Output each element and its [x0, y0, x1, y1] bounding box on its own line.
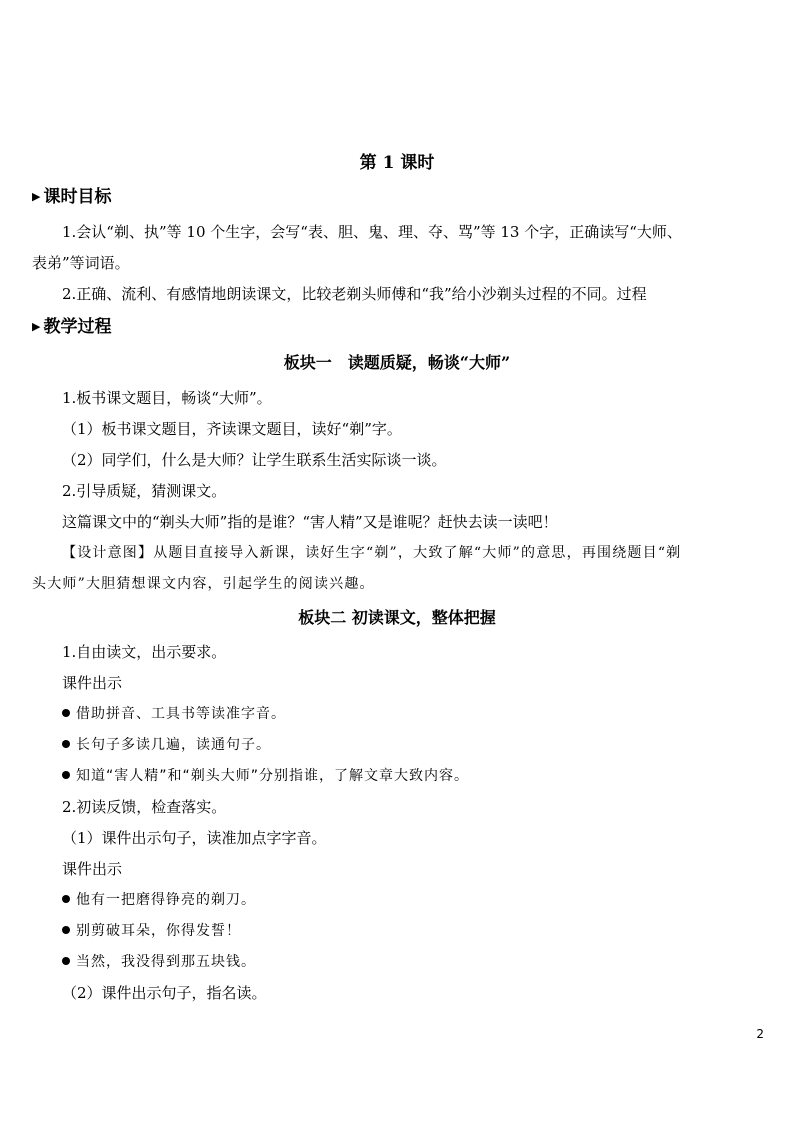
design-intent-line-1: 【设计意图】从题目直接导入新课，读好生字“剃”，大致了解“大师”的意思，再围绕题目“剃	[62, 545, 682, 561]
bullet-dot-icon	[62, 740, 70, 748]
goals-heading: ▶ 课时目标	[32, 187, 112, 207]
block1-title: 板块一 读题质疑，畅谈“大师”	[283, 353, 511, 372]
bullet-dot-icon	[62, 926, 70, 934]
page-number: 2	[756, 1027, 764, 1041]
block2-sub-2: （2）课件出示句子，指名读。	[62, 984, 267, 1002]
requirement-bullet-2: 长句子多读几遍，读通句子。	[62, 735, 271, 755]
block2-step-2: 2.初读反馈，检查落实。	[62, 798, 227, 816]
sentence-bullet-2: 别剪破耳朵，你得发誓！	[62, 921, 241, 941]
requirement-bullet-1: 借助拼音、工具书等读准字音。	[62, 704, 286, 724]
bullet-dot-icon	[62, 709, 70, 717]
courseware-label-2: 课件出示	[62, 860, 123, 878]
triangle-bullet-icon: ▶	[32, 320, 41, 333]
block1-line-1: 1.板书课文题目，畅谈“大师”。	[62, 389, 272, 407]
bullet-dot-icon	[62, 895, 70, 903]
block1-line-5: 这篇课文中的“剃头大师”指的是谁？“害人精”又是谁呢？赶快去读一读吧！	[62, 513, 558, 531]
block1-line-2: （1）板书课文题目，齐读课文题目，读好“剃”字。	[62, 420, 402, 438]
goal-item-1-line-2: 表弟”等词语。	[32, 254, 130, 272]
block2-title: 板块二 初读课文，整体把握	[298, 608, 496, 627]
courseware-label-1: 课件出示	[62, 674, 123, 692]
process-heading: ▶ 教学过程	[32, 317, 112, 337]
bullet-dot-icon	[62, 771, 70, 779]
sentence-bullet-3: 当然，我没得到那五块钱。	[62, 952, 256, 972]
lesson-title: 第 1 课时	[359, 153, 435, 173]
block1-line-3: （2）同学们，什么是大师？让学生联系生活实际谈一谈。	[62, 451, 447, 469]
block1-line-4: 2.引导质疑，猜测课文。	[62, 482, 227, 500]
triangle-bullet-icon: ▶	[32, 190, 41, 203]
goal-item-1-line-1: 1.会认“剃、执”等 10 个生字，会写“表、胆、鬼、理、夺、骂”等 13 个字，正确读写“大师、	[62, 223, 682, 241]
block2-sub-1: （1）课件出示句子，读准加点字字音。	[62, 829, 327, 847]
block2-step-1: 1.自由读文，出示要求。	[62, 643, 227, 661]
sentence-bullet-1: 他有一把磨得铮亮的剃刀。	[62, 890, 256, 910]
requirement-bullet-3: 知道“害人精”和“剃头大师”分别指谁，了解文章大致内容。	[62, 766, 469, 786]
design-intent-line-2: 头大师”大胆猜想课文内容，引起学生的阅读兴趣。	[32, 576, 375, 592]
bullet-dot-icon	[62, 957, 70, 965]
goal-item-2: 2.正确、流利、有感情地朗读课文，比较老剃头师傅和“我”给小沙剃头过程的不同。过程	[62, 285, 647, 303]
